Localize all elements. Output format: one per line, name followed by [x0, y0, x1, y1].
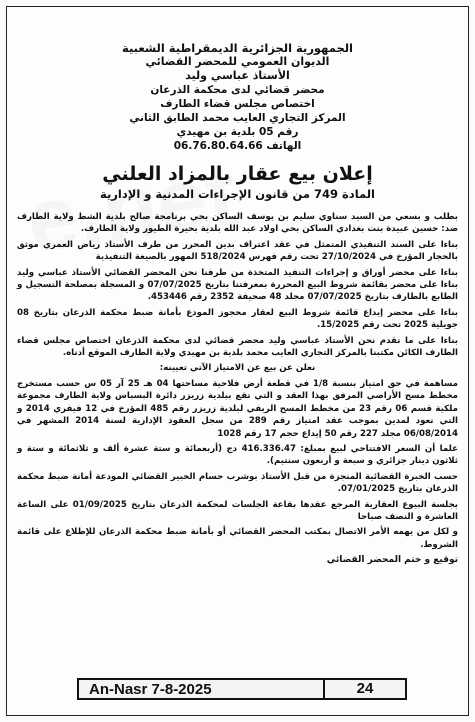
header-line-municipality: رقم 05 بلدية بن مهيدي	[176, 126, 299, 138]
publication-footer	[77, 678, 407, 700]
announcement-page	[6, 6, 469, 716]
paragraph: بناءا على محضر إيداع قائمة شروط البيع لعقار محجوز المودع بأمانة ضبط محكمة الذرعان بتاريخ 08 جويلية 2025 تحت رقم 15/2025.	[17, 307, 458, 331]
paragraph: مساهمة في حق امتياز بنسبة 1/8 في قطعة أرض فلاحية مساحتها 04 هـ 25 آر 05 س حسب مستخرج مخطط مسح الأراضي المرفق بهذا العقد و التي تقع ببلدية زريزر دائرة البسباس ولاية الطارف مجموعة ملكية قسم 06 رقم 23 من مخطط المسح الريفي لبلدية زريزر رقم 485 المؤرخ في 12 فيفري 2014 و التي تعود لمدين بموجب عقد امتياز رقم 289 من سجل العقود الإدارية لسنة 2014 المشهر في 06/08/2014 مجلد 227 رقم 50 إيداع حجم 17 رقم 1028	[17, 378, 458, 439]
header-line-address: المركز التجاري العايب محمد الطابق الثاني	[129, 112, 346, 124]
publication-info: An-Nasr 7-8-2025	[89, 680, 212, 698]
paragraph-heading: نعلن عن بيع عن الامتياز الآتي تعيينه:	[159, 363, 316, 374]
header-line-court: محضر قضائي لدى محكمة الذرعان	[150, 84, 325, 96]
page-title: إعلان بيع عقار بالمزاد العلني	[102, 163, 373, 185]
header-line-office: الديوان العمومي للمحضر القضائي	[145, 55, 330, 68]
page-subtitle: المادة 749 من قانون الإجراءات المدنية و الإدارية	[100, 187, 375, 201]
paragraph: بجلسة البيوع العقارية المرجع عقدها بقاعة الجلسات لمحكمة الذرعان بتاريخ 01/09/2025 على الساعة العاشرة و النصف صباحا	[17, 499, 458, 522]
paragraph: بطلب و بسعي من السيد سناوي سليم بن يوسف الساكن بحي برنامجة صالح بلدية الشط ولاية الطارف ضد: حسين عبيدة بنت بغدادي الساكن بحي اولاد عبد الله بلدية بحيرة الطيور ولاية الطارف.	[17, 212, 458, 235]
signature-line: توقيع و ختم المحضر القضائي	[326, 555, 458, 566]
paragraph: علما أن السعر الافتتاحي لبيع بمبلغ: 416.336.47 دج (أربعمائة و ستة عشرة ألف و ثلاثمائة و ستة و ثلاثون دينار جزائري و سبعة و أربعون سنتيم).	[17, 443, 458, 467]
paragraph: حسب الخبرة القضائية المنجزة من قبل الأستاذ بوشرب حسام الخبير القضائي المودعة أمانة ضبط محكمة الذرعان بتاريخ 07/01/2025.	[17, 471, 458, 495]
paragraph: و لكل من يهمه الأمر الاتصال بمكتب المحضر القضائي أو بأمانة ضبط محكمة الذرعان للإطلاع على قائمة الشروط.	[17, 527, 458, 550]
paragraph: بناءا على محضر أوراق و إجراءات التنفيذ المتخذة من طرفنا نحن المحضر القضائي الأستاذ عباسي وليد بناءا على محضر بقائمة شروط البيع المحررة بمعرفتنا بتاريخ 07/07/2025 و المسجلة بمصلحة التسجيل و الطابع بالطارف بتاريخ 07/07/2025 مجلد 48 صحيفة 2352 رقم 453446.	[17, 267, 459, 303]
header-line-name: الأستاذ عباسي وليد	[185, 69, 290, 82]
office-header	[17, 41, 458, 153]
paragraph: بناءا على السند التنفيذي المتمثل في عقد اعتراف بدين المحرر من طرف الأستاذ رياض العمري موثق بالحجار المؤرخ في 27/10/2024 تحت رقم فهرس 518/2024 المهور بالصيغة التنفيذية	[17, 239, 458, 263]
header-line-jurisdiction: اختصاص مجلس قضاء الطارف	[160, 98, 315, 110]
paragraph: بناءا على ما تقدم نحن الأستاذ عباسي وليد محضر قضائي لدى محكمة الذرعان اختصاص مجلس قضاء الطارف الكائن مكتبنا بالمركز التجاري العايب محمد بلدية بن مهيدي ولاية الطارف الموقع أدناه.	[17, 335, 458, 359]
header-line-republic: الجمهورية الجزائرية الديمقراطية الشعبية	[121, 41, 353, 55]
announcement-body	[17, 211, 458, 565]
page-number: 24	[323, 680, 405, 698]
header-line-phone: الهاتف 06.76.80.64.66	[173, 140, 302, 152]
